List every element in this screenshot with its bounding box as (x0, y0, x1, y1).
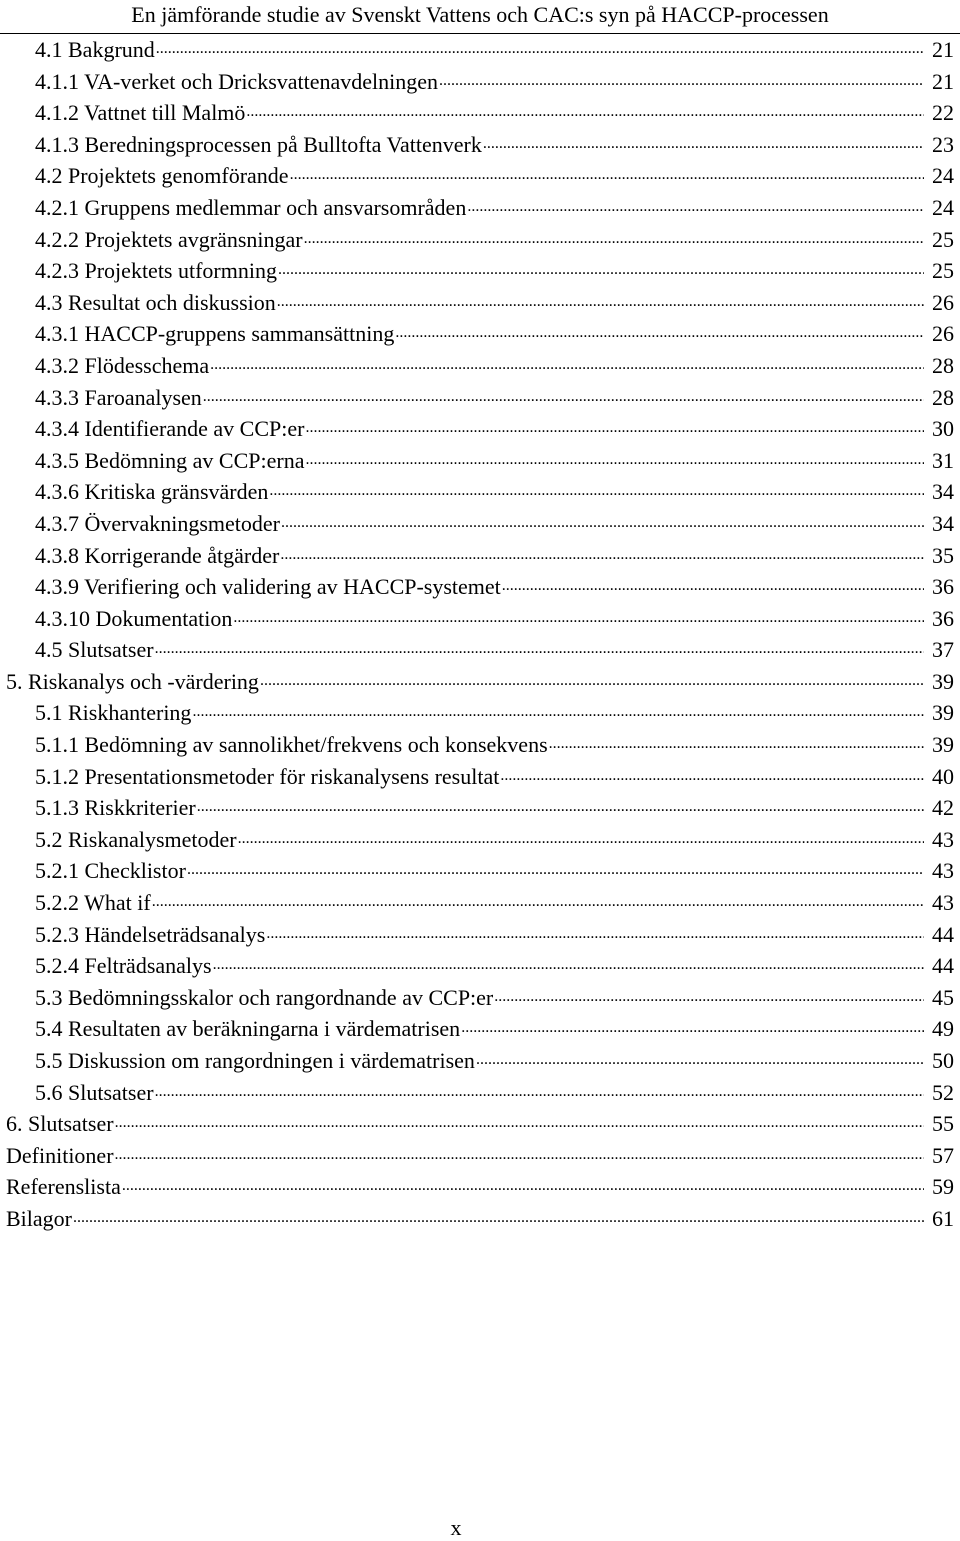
toc-dot-leader (281, 509, 924, 531)
toc-entry-page: 49 (932, 1016, 954, 1042)
toc-entry[interactable] (6, 1171, 954, 1203)
toc-dot-leader (122, 1172, 924, 1194)
toc-dot-leader (155, 635, 924, 657)
toc-dot-leader (502, 572, 924, 594)
toc-entry-page: 36 (932, 605, 954, 631)
toc-entry[interactable] (6, 129, 954, 161)
toc-entry-page: 26 (932, 289, 954, 315)
toc-dot-leader (476, 1046, 924, 1068)
toc-entry-page: 44 (932, 921, 954, 947)
toc-entry-title: 5.6 Slutsatser (35, 1079, 154, 1105)
toc-dot-leader (305, 446, 924, 468)
toc-entry-title: 5.1 Riskhantering (35, 700, 192, 726)
toc-entry-title: 4.3.4 Identifierande av CCP:er (35, 416, 305, 442)
toc-entry-page: 28 (932, 352, 954, 378)
toc-entry[interactable] (6, 160, 954, 192)
toc-entry-page: 44 (932, 953, 954, 979)
toc-entry-title: 5.2.3 Händelseträdsanalys (35, 921, 266, 947)
toc-entry-title: 5.1.1 Bedömning av sannolikhet/frekvens och konsekvens (35, 732, 548, 758)
toc-entry[interactable] (6, 1140, 954, 1172)
toc-entry[interactable] (6, 792, 954, 824)
toc-entry-title: 4.3 Resultat och diskussion (35, 289, 276, 315)
toc-dot-leader (115, 1109, 924, 1131)
toc-entry-page: 39 (932, 668, 954, 694)
toc-entry-title: 5. Riskanalys och -värdering (6, 668, 259, 694)
toc-entry-title: 5.2.2 What if (35, 890, 151, 916)
toc-dot-leader (197, 793, 924, 815)
toc-entry-page: 43 (932, 890, 954, 916)
toc-entry-title: Referenslista (6, 1174, 121, 1200)
toc-entry[interactable] (6, 445, 954, 477)
toc-dot-leader (187, 856, 924, 878)
toc-entry[interactable] (6, 34, 954, 66)
toc-entry[interactable] (6, 729, 954, 761)
toc-entry[interactable] (6, 224, 954, 256)
toc-entry[interactable] (6, 982, 954, 1014)
toc-dot-leader (483, 130, 924, 152)
toc-entry[interactable] (6, 1203, 954, 1235)
toc-dot-leader (395, 319, 924, 341)
toc-entry-page: 39 (932, 700, 954, 726)
toc-entry-title: 4.2.3 Projektets utformning (35, 258, 277, 284)
toc-entry[interactable] (6, 66, 954, 98)
toc-entry-title: 4.1.2 Vattnet till Malmö (35, 100, 246, 126)
toc-entry[interactable] (6, 350, 954, 382)
toc-dot-leader (290, 161, 924, 183)
toc-entry-title: 4.2 Projektets genomförande (35, 163, 289, 189)
toc-entry-title: 6. Slutsatser (6, 1111, 114, 1137)
toc-entry-page: 21 (932, 68, 954, 94)
toc-entry[interactable] (6, 192, 954, 224)
toc-entry-page: 42 (932, 795, 954, 821)
document-title-header: En jämförande studie av Svenskt Vattens och CAC:s syn på HACCP-processen (131, 2, 829, 27)
toc-dot-leader (192, 698, 924, 720)
toc-entry-page: 31 (932, 447, 954, 473)
toc-entry-page: 45 (932, 984, 954, 1010)
toc-entry[interactable] (6, 1045, 954, 1077)
toc-entry-title: 5.3 Bedömningsskalor och rangordnande av CCP:er (35, 984, 494, 1010)
toc-entry-page: 34 (932, 510, 954, 536)
toc-entry[interactable] (6, 571, 954, 603)
toc-dot-leader (213, 951, 924, 973)
toc-entry-page: 43 (932, 858, 954, 884)
toc-entry[interactable] (6, 603, 954, 635)
toc-entry-page: 50 (932, 1048, 954, 1073)
toc-entry[interactable] (6, 287, 954, 319)
toc-dot-leader (467, 193, 924, 215)
toc-entry-title: 4.2.1 Gruppens medlemmar och ansvarsområden (35, 194, 467, 220)
toc-entry[interactable] (6, 634, 954, 666)
table-of-contents (6, 34, 954, 1235)
toc-entry-page: 36 (932, 574, 954, 600)
toc-entry-title: 5.2.4 Felträdsanalys (35, 953, 212, 979)
toc-entry-page: 21 (932, 37, 954, 62)
toc-entry-page: 55 (932, 1111, 954, 1137)
toc-dot-leader (152, 888, 924, 910)
toc-dot-leader (155, 1078, 924, 1100)
toc-entry-page: 40 (932, 763, 954, 789)
toc-dot-leader (280, 541, 924, 563)
toc-entry-page: 52 (932, 1079, 954, 1105)
toc-entry-title: 4.1 Bakgrund (35, 37, 155, 62)
toc-dot-leader (269, 477, 924, 499)
toc-entry[interactable] (6, 666, 954, 698)
toc-entry-title: 4.2.2 Projektets avgränsningar (35, 226, 303, 252)
toc-entry[interactable] (6, 1013, 954, 1045)
toc-entry[interactable] (6, 855, 954, 887)
toc-entry-title: 4.3.7 Övervakningsmetoder (35, 510, 280, 536)
toc-dot-leader (277, 288, 924, 310)
toc-entry[interactable] (6, 476, 954, 508)
toc-entry-page: 59 (932, 1174, 954, 1200)
toc-entry[interactable] (6, 508, 954, 540)
toc-entry-title: 5.1.3 Riskkriterier (35, 795, 196, 821)
toc-dot-leader (210, 351, 924, 373)
toc-entry-page: 39 (932, 732, 954, 758)
toc-entry-page: 61 (932, 1205, 954, 1231)
toc-entry-title: 4.3.6 Kritiska gränsvärden (35, 479, 269, 505)
toc-dot-leader (266, 920, 924, 942)
toc-entry[interactable] (6, 697, 954, 729)
toc-entry-page: 30 (932, 416, 954, 442)
running-header (0, 0, 960, 34)
toc-entry-page: 26 (932, 321, 954, 347)
toc-entry-page: 24 (932, 194, 954, 220)
toc-entry-page: 35 (932, 542, 954, 568)
toc-entry-page: 22 (932, 100, 954, 126)
toc-entry-title: 4.3.9 Verifiering och validering av HACCP-systemet (35, 574, 501, 600)
toc-entry[interactable] (6, 413, 954, 445)
toc-dot-leader (278, 256, 924, 278)
toc-dot-leader (156, 35, 924, 57)
toc-entry-page: 43 (932, 826, 954, 852)
toc-entry-title: Definitioner (6, 1142, 114, 1168)
toc-dot-leader (439, 67, 924, 89)
toc-dot-leader (203, 383, 924, 405)
toc-entry[interactable] (6, 97, 954, 129)
toc-entry[interactable] (6, 1077, 954, 1109)
toc-entry-title: 4.3.8 Korrigerande åtgärder (35, 542, 280, 568)
toc-entry-title: 5.2 Riskanalysmetoder (35, 826, 237, 852)
toc-entry[interactable] (6, 382, 954, 414)
toc-dot-leader (260, 667, 924, 689)
toc-entry-title: 4.3.3 Faroanalysen (35, 384, 202, 410)
page-number: x (450, 1515, 462, 1540)
toc-dot-leader (500, 762, 924, 784)
toc-dot-leader (233, 604, 924, 626)
toc-dot-leader (115, 1141, 924, 1163)
toc-dot-leader (304, 225, 924, 247)
toc-entry-page: 37 (932, 637, 954, 663)
toc-entry-title: 5.1.2 Presentationsmetoder för riskanalysens resultat (35, 763, 500, 789)
toc-entry[interactable] (6, 318, 954, 350)
toc-entry[interactable] (6, 255, 954, 287)
toc-entry-title: 4.3.10 Dokumentation (35, 605, 233, 631)
toc-dot-leader (461, 1014, 924, 1036)
toc-entry-title: Bilagor (6, 1205, 72, 1231)
toc-entry[interactable] (6, 887, 954, 919)
toc-entry-title: 4.3.2 Flödesschema (35, 352, 210, 378)
toc-dot-leader (238, 825, 924, 847)
toc-entry-title: 5.4 Resultaten av beräkningarna i värdematrisen (35, 1016, 461, 1042)
toc-entry-title: 5.5 Diskussion om rangordningen i värdematrisen (35, 1048, 475, 1073)
toc-entry-title: 4.3.1 HACCP-gruppens sammansättning (35, 321, 395, 347)
toc-entry-title: 4.1.1 VA-verket och Dricksvattenavdelningen (35, 68, 439, 94)
toc-entry-page: 23 (932, 131, 954, 157)
toc-entry-page: 34 (932, 479, 954, 505)
toc-entry-page: 25 (932, 226, 954, 252)
toc-entry[interactable] (6, 761, 954, 793)
toc-entry[interactable] (6, 540, 954, 572)
toc-entry-title: 4.3.5 Bedömning av CCP:erna (35, 447, 305, 473)
toc-entry-title: 4.1.3 Beredningsprocessen på Bulltofta Vattenverk (35, 131, 482, 157)
toc-entry-title: 4.5 Slutsatser (35, 637, 154, 663)
toc-dot-leader (549, 730, 924, 752)
toc-dot-leader (305, 414, 924, 436)
toc-entry[interactable] (6, 919, 954, 951)
toc-dot-leader (73, 1204, 924, 1226)
toc-entry-title: 5.2.1 Checklistor (35, 858, 186, 884)
toc-entry[interactable] (6, 950, 954, 982)
toc-entry-page: 28 (932, 384, 954, 410)
toc-dot-leader (246, 98, 924, 120)
toc-entry[interactable] (6, 1108, 954, 1140)
toc-entry-page: 24 (932, 163, 954, 189)
toc-entry-page: 25 (932, 258, 954, 284)
toc-dot-leader (494, 983, 924, 1005)
toc-entry-page: 57 (932, 1142, 954, 1168)
toc-entry[interactable] (6, 824, 954, 856)
